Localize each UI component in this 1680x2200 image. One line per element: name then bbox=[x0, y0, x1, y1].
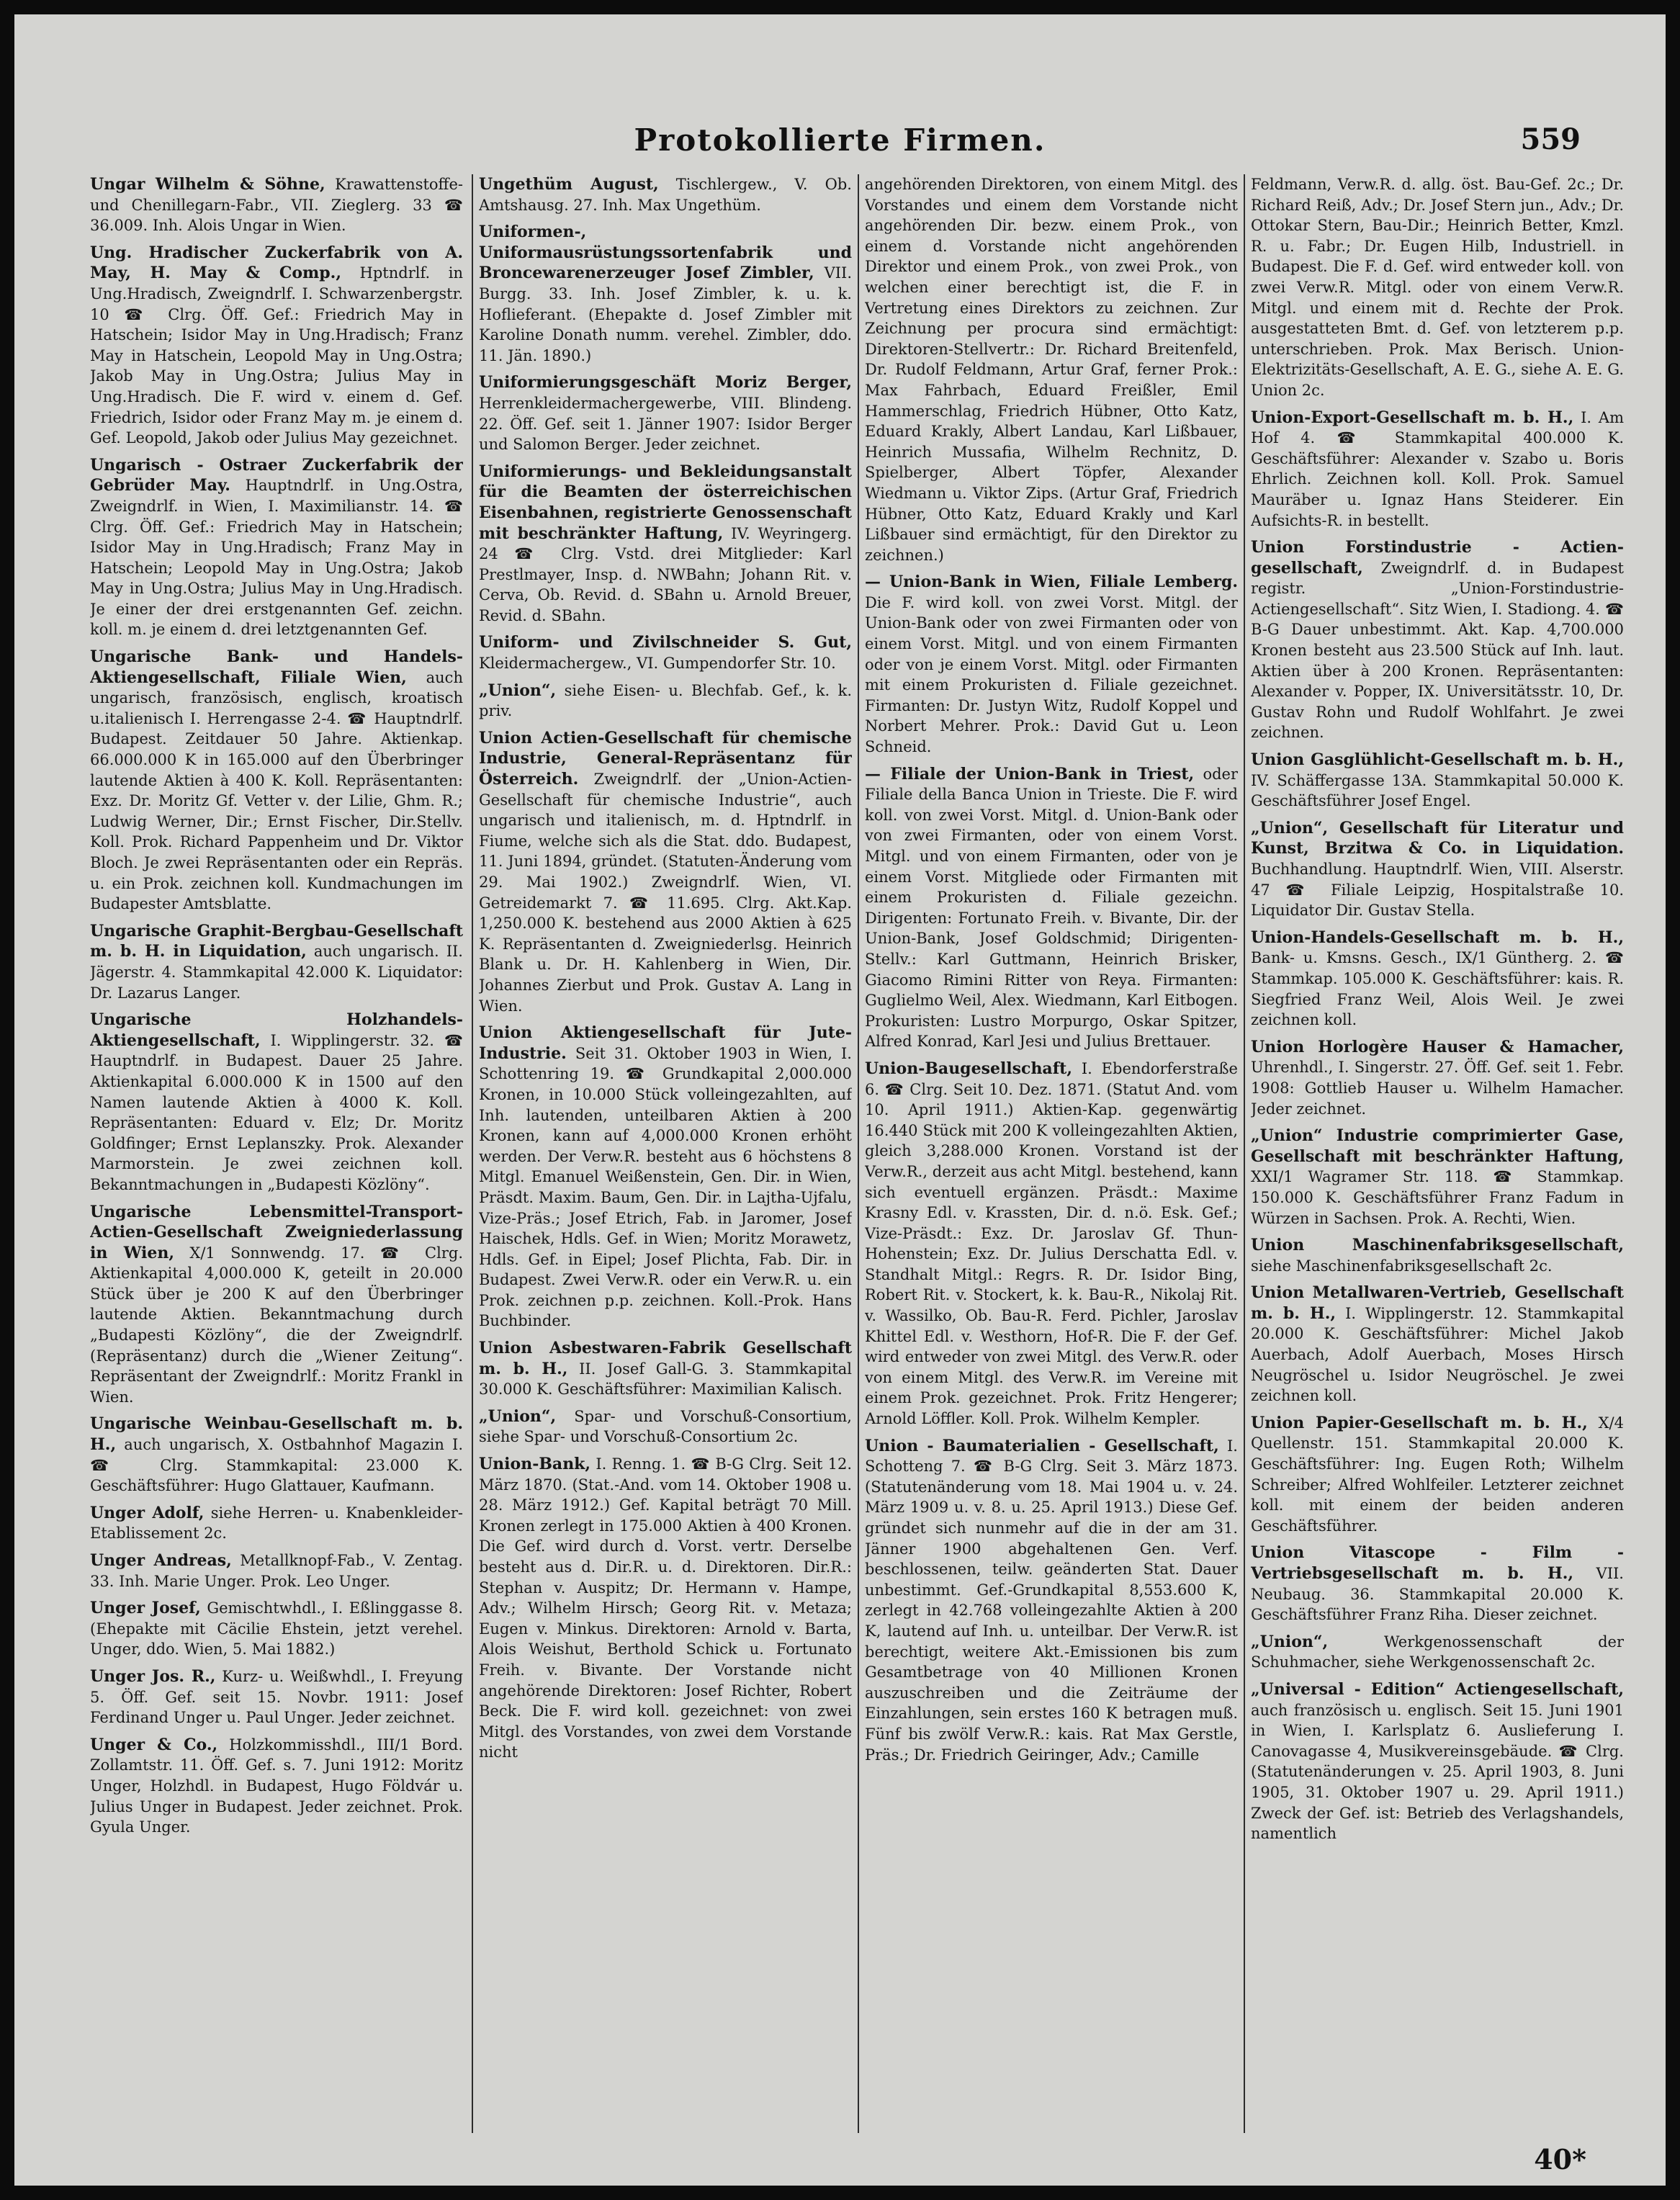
directory-entry bbox=[90, 1503, 463, 1544]
directory-entry bbox=[90, 1735, 463, 1838]
entry-text: VII. Burgg. 33. Inh. Josef Zimbler, k. u. k. Hoflieferant. (Ehepakte d. Josef Zimbler mit Karoline Donath numm. verehel. Zimbler, ddo. 11. Jän. 1890.) bbox=[479, 264, 852, 364]
directory-entry bbox=[90, 1666, 463, 1728]
directory-entry bbox=[865, 572, 1238, 757]
entry-text: I. Schotteng 7. ☎ B-G Clrg. Seit 3. März 1873. (Statutenänderung vom 18. Mai 1904 u. v. 24. März 1909 u. v. 8. u. 25. April 1913.) Diese Gef. gründet sich nunmehr auf die in der am 31. Jänner 1900 abgehaltenen Gen. Verf. beschlossenen, teilw. geänderten Stat. Dauer unbestimmt. Gef.-Grundkapital 8,553.600 K, zerlegt in 42.768 volleingezahlte Aktien à 200 K, lautend auf Inh. u. unteilbar. Der Verw.R. ist berechtigt, weitere Akt.-Emissionen bis zum Gesamtbetrage von 40 Millionen Kronen auszuschreiben und die Zeiträume der Einzahlungen, sein erstes 160 K betragen muß. Fünf bis zwölf Verw.R.: kais. Rat Max Gerstle, Präs.; Dr. Friedrich Geiringer, Adv.; Camille bbox=[865, 1437, 1238, 1764]
firm-name: „Union“, bbox=[1251, 1632, 1329, 1651]
directory-entry bbox=[1251, 818, 1624, 921]
directory-entry bbox=[1251, 1679, 1624, 1844]
firm-name: Unger & Co., bbox=[90, 1735, 218, 1754]
directory-entry bbox=[865, 174, 1238, 565]
entry-text: I. Am Hof 4. ☎ Stammkapital 400.000 K. Geschäftsführer: Alexander v. Szabo u. Boris Ehrlich. Zeichnen koll. Koll. Prok. Samuel Mauräber u. Ignaz Hans Steiderer. Ein Aufsichts-R. in bestellt. bbox=[1251, 408, 1624, 529]
firm-name: Uniformen-, Uniformausrüstungssortenfabrik und Broncewarenerzeuger Josef Zimbler, bbox=[479, 223, 852, 283]
directory-entry bbox=[1251, 1037, 1624, 1119]
firm-name: Union Asbestwaren-Fabrik Gesellschaft m. b. H., bbox=[479, 1339, 852, 1378]
entry-text: Buchhandlung. Hauptndrlf. Wien, VIII. Alserstr. 47 ☎ Filiale Leipzig, Hospitalstraße 10. Liquidator Dir. Gustav Stella. bbox=[1251, 861, 1624, 920]
signature-mark: 40* bbox=[1534, 2143, 1586, 2176]
entry-text: Seit 31. Oktober 1903 in Wien, I. Schottenring 19. ☎ Grundkapital 2,000.000 Kronen, in 10.000 Stück volleingezahlten, auf Inh. lautenden, unteilbaren Aktien à 200 Kronen, kann auf 4,000.000 Kronen erhöht werden. Der Verw.R. besteht aus 6 höchstens 8 Mitgl. Emanuel Weißenstein, Gen. Dir. in Wien, Präsdt. Maxim. Baum, Gen. Dir. in Lajtha-Ujfalu, Vize-Präs.; Josef Etrich, Fab. in Jaromer, Josef Haischek, Hdls. Gef. in Wien; Moritz Morawetz, Hdls. Gef. in Eipel; Josef Plichta, Fab. Dir. in Budapest. Zwei Verw.R. oder ein Verw.R. u. ein Prok. zeichnen p.p. zeichnen. Koll.-Prok. Hans Buchbinder. bbox=[479, 1044, 852, 1330]
firm-name: Union Metallwaren-Vertrieb, Gesellschaft m. b. H., bbox=[1251, 1283, 1624, 1323]
directory-entry bbox=[865, 1436, 1238, 1766]
firm-name: „Union“, bbox=[479, 681, 557, 700]
entry-text: oder Filiale della Banca Union in Trieste. Die F. wird koll. von zwei Vorst. Mitgl. d. Union-Bank oder von zwei Firmanten, oder von einem Vorst. Mitgl. und von einem Firmanten, oder von je einem Vorst. Mitgliede oder Firmanten mit einem Prokuristen d. Filiale gezeichn. Dirigenten: Fortunato Freih. v. Bivante, Dir. der Union-Bank, Josef Goldschmid; Dirigenten-Stellv.: Karl Guttmann, Heinrich Brisker, Giacomo Rimini Ritter von Reya. Firmanten: Guglielmo Weil, Alex. Wiedmann, Karl Eitbogen. Prokuristen: Lustro Morpurgo, Oskar Spitzer, Alfred Konrad, Karl Jesi und Julius Brettauer. bbox=[865, 765, 1238, 1051]
firm-name: Union Papier-Gesellschaft m. b. H., bbox=[1251, 1413, 1588, 1432]
entry-text: Hptndrlf. in Ung.Hradisch, Zweigndrlf. I. Schwarzenbergstr. 10 ☎ Clrg. Öff. Gef.: Friedrich May in Hatschein; Isidor May in Ung.Hradisch; Franz May in Hatschein, Leopold May in Ung.Ostra; Jakob May in Ung.Ostra; Julius May in Ung.Hradisch. Die F. wird v. einem d. Gef. Friedrich, Isidor oder Franz May m. je einem d. Gef. Leopold, Jakob oder Julius May gezeichnet. bbox=[90, 264, 463, 447]
entry-text: I. Wipplingerstr. 12. Stammkapital 20.000 K. Geschäftsführer: Michel Jakob Auerbach, Adolf Auerbach, Moses Hirsch Neugröschel u. Isidor Neugröschel. Je zwei zeichnen koll. bbox=[1251, 1304, 1624, 1405]
entry-text: siehe Herren- u. Knabenkleider-Etablissement 2c. bbox=[90, 1504, 463, 1543]
entry-text: VII. Neubaug. 36. Stammkapital 20.000 K. Geschäftsführer Franz Riha. Dieser zeichnet. bbox=[1251, 1565, 1624, 1624]
entry-text: Zweigndrlf. der „Union-Actien-Gesellschaft für chemische Industrie“, auch ungarisch und italienisch, m. d. Hptndrlf. in Fiume, welche sich als die Stat. ddo. Budapest, 11. Juni 1894, gründet. (Statuten-Änderung vom 29. Mai 1902.) Zweigndrlf. Wien, VI. Getreidemarkt 7. ☎ 11.695. Clrg. Akt.Kap. 1,250.000 K. bestehend aus 2000 Aktien à 625 K. Repräsentanten d. Zweigniederlsg. Heinrich Blank u. Dr. H. Kahlenberg in Wien, Dir. Johannes Zierbut und Prok. Gustav A. Lang in Wien. bbox=[479, 771, 852, 1015]
firm-name: Ungethüm August, bbox=[479, 175, 659, 194]
entry-text: X/1 Sonnwendg. 17. ☎ Clrg. Aktienkapital 4,000.000 K, geteilt in 20.000 Stück über je 200 K auf den Überbringer lautende Aktien. Bekanntmachung durch „Budapesti Közlöny“, die der Zweigndrlf. (Repräsentanz) durch die „Wiener Zeitung“. Repräsentant der Zweigndrlf.: Moritz Frankl in Wien. bbox=[90, 1244, 463, 1406]
entry-text: Tischlergew., V. Ob. Amtshausg. 27. Inh. Max Ungethüm. bbox=[479, 176, 852, 214]
directory-entry bbox=[1251, 1413, 1624, 1537]
running-title: Protokollierte Firmen. bbox=[634, 122, 1046, 158]
directory-entry bbox=[1251, 1283, 1624, 1406]
firm-name: Uniformierungs- und Bekleidungsanstalt für die Beamten der österreichischen Eisenbahnen, registrierte Genossenschaft mit beschränkter Haftung, bbox=[479, 462, 852, 543]
directory-entry bbox=[479, 372, 852, 454]
firm-name: Ung. Hradischer Zuckerfabrik von A. May, H. May & Comp., bbox=[90, 243, 463, 283]
directory-entry bbox=[1251, 1632, 1624, 1673]
firm-name: „Universal - Edition“ Actiengesellschaft, bbox=[1251, 1679, 1624, 1699]
firm-name: „Union“ Industrie comprimierter Gase, Gesellschaft mit beschränkter Haftung, bbox=[1251, 1126, 1624, 1166]
entry-text: Kleidermachergew., VI. Gumpendorfer Str. 10. bbox=[479, 655, 836, 673]
firm-name: Ungarisch - Ostraer Zuckerfabrik der Gebrüder May. bbox=[90, 455, 463, 495]
directory-entry bbox=[479, 632, 852, 673]
directory-entry bbox=[1251, 928, 1624, 1031]
directory-entry bbox=[90, 243, 463, 449]
entry-text: Spar- und Vorschuß-Consortium, siehe Spar- und Vorschuß-Consortium 2c. bbox=[479, 1407, 852, 1446]
directory-entry bbox=[479, 222, 852, 366]
entry-text: XXI/1 Wagramer Str. 118. ☎ Stammkap. 150.000 K. Geschäftsführer Franz Fadum in Würzen in Sachsen. Prok. A. Rechti, Wien. bbox=[1251, 1168, 1624, 1227]
directory-entry bbox=[479, 1338, 852, 1400]
firm-name: Unger Andreas, bbox=[90, 1551, 232, 1570]
firm-name: Unger Jos. R., bbox=[90, 1666, 216, 1686]
firm-name: „Union“, bbox=[479, 1406, 557, 1426]
directory-entry bbox=[1251, 408, 1624, 531]
directory-entry bbox=[865, 764, 1238, 1052]
entry-text: Die F. wird koll. von zwei Vorst. Mitgl. der Union-Bank oder von zwei Firmanten oder von einem Vorst. Mitgl. und von einem Firmanten oder von je einem Vorst. Mitgl. oder Firmanten mit einem Prokuristen d. Filiale gezeichnet. Firmanten: Dr. Justyn Witz, Rudolf Koppel und Norbert Mehrer. Prok.: David Gut u. Leon Schneid. bbox=[865, 593, 1238, 756]
firm-name: Uniform- und Zivilschneider S. Gut, bbox=[479, 633, 852, 652]
directory-entry bbox=[1251, 750, 1624, 812]
firm-name: „Union“, Gesellschaft für Literatur und Kunst, Brzitwa & Co. in Liquidation. bbox=[1251, 818, 1624, 858]
entry-text: Krawattenstoffe- und Chenillegarn-Fabr., VII. Zieglerg. 33 ☎ 36.009. Inh. Alois Ungar in Wien. bbox=[90, 176, 463, 235]
directory-entry bbox=[90, 1414, 463, 1496]
text-column-3 bbox=[865, 174, 1238, 2133]
firm-name: Union - Baumaterialien - Gesellschaft, bbox=[865, 1436, 1219, 1455]
directory-entry bbox=[1251, 1126, 1624, 1229]
directory-entry bbox=[479, 462, 852, 627]
firm-name: Ungarische Holzhandels-Aktiengesellschaft, bbox=[90, 1010, 463, 1050]
entry-text: Metallknopf-Fab., V. Zentag. 33. Inh. Marie Unger. Prok. Leo Unger. bbox=[90, 1552, 463, 1590]
directory-entry bbox=[479, 728, 852, 1016]
directory-entry bbox=[865, 1059, 1238, 1429]
entry-text: siehe Maschinenfabriksgesellschaft 2c. bbox=[1251, 1257, 1553, 1275]
firm-name: Union Maschinenfabriksgesellschaft, bbox=[1251, 1236, 1624, 1255]
column-divider bbox=[1244, 174, 1245, 2133]
firm-name: Union-Bank, bbox=[479, 1455, 591, 1474]
entry-text: II. Josef Gall-G. 3. Stammkapital 30.000 K. Geschäftsführer: Maximilian Kalisch. bbox=[479, 1360, 852, 1398]
entry-text: Kurz- u. Weißwhdl., I. Freyung 5. Öff. Gef. seit 15. Novbr. 1911: Josef Ferdinand Unger u. Paul Unger. Jeder zeichnet. bbox=[90, 1667, 463, 1727]
firm-name: Union-Handels-Gesellschaft m. b. H., bbox=[1251, 928, 1624, 947]
directory-entry bbox=[479, 681, 852, 722]
directory-entry bbox=[1251, 174, 1624, 401]
page-number: 559 bbox=[1520, 122, 1581, 156]
firm-name: Ungar Wilhelm & Söhne, bbox=[90, 175, 325, 194]
firm-name: Union Aktiengesellschaft für Jute-Industrie. bbox=[479, 1023, 852, 1063]
column-divider bbox=[858, 174, 859, 2133]
entry-text: Uhrenhdl., I. Singerstr. 27. Öff. Gef. seit 1. Febr. 1908: Gottlieb Hauser u. Wilhelm Hamacher. Jeder zeichnet. bbox=[1251, 1059, 1624, 1118]
firm-name: Union Gasglühlicht-Gesellschaft m. b. H., bbox=[1251, 750, 1624, 770]
entry-text: auch ungarisch. II. Jägerstr. 4. Stammkapital 42.000 K. Liquidator: Dr. Lazarus Langer. bbox=[90, 943, 463, 1002]
directory-entry bbox=[90, 921, 463, 1003]
text-column-2 bbox=[479, 174, 852, 2133]
entry-text: angehörenden Direktoren, von einem Mitgl. des Vorstandes und einem dem Vorstande nicht angehörenden Dir. bezw. einem Prok., von einem d. Vorstande nicht angehörenden Direktor und einem Prok., von zwei Prok., von welchen einer berechtigt ist, die F. in Vertretung eines Direktors zu zeichnen. Zur Zeichnung per procura sind ermächtigt: Direktoren-Stellvertr.: Dr. Richard Breitenfeld, Dr. Rudolf Feldmann, Artur Graf, ferner Prok.: Max Fahrbach, Eduard Freißler, Emil Hammerschlag, Friedrich Hübner, Otto Katz, Eduard Krakly, Albert Landau, Karl Lißbauer, Heinrich Mussafia, Wilhelm Rechnitz, D. Spielberger, Albert Töpfer, Alexander Wiedmann u. Viktor Zips. (Artur Graf, Friedrich Hübner, Otto Katz, Eduard Krakly und Karl Lißbauer sind ermächtigt, für den Direktor zu zeichnen.) bbox=[865, 176, 1238, 564]
directory-entry bbox=[90, 174, 463, 236]
firm-name: Unger Adolf, bbox=[90, 1503, 205, 1522]
entry-text: IV. Weyringerg. 24 ☎ Clrg. Vstd. drei Mitglieder: Karl Prestlmayer, Insp. d. NWBahn; Johann Rit. v. Cerva, Ob. Revid. d. SBahn u. Arnold Breuer, Revid. d. SBahn. bbox=[479, 524, 852, 624]
directory-entry bbox=[90, 455, 463, 640]
entry-text: siehe Eisen- u. Blechfab. Gef., k. k. priv. bbox=[479, 681, 852, 720]
text-column-1 bbox=[90, 174, 463, 2133]
entry-text: auch ungarisch, X. Ostbahnhof Magazin I. ☎ Clrg. Stammkapital: 23.000 K. Geschäftsführer: Hugo Glattauer, Kaufmann. bbox=[90, 1436, 463, 1495]
entry-text: Feldmann, Verw.R. d. allg. öst. Bau-Gef. 2c.; Dr. Richard Reiß, Adv.; Dr. Josef Stern jun., Adv.; Dr. Ottokar Stern, Bau-Dir.; Heinrich Better, Kmzl. R. u. Fabr.; Dr. Eugen Hilb, Industriell. in Budapest. Die F. d. Gef. wird entweder koll. von zwei Verw.R. Mitgl. oder von einem Verw.R. Mitgl. und einem mit d. Rechte der Prok. ausgestatteten Bmt. d. Gef. von letzterem p.p. unterschrieben. Prok. Max Berisch. Union-Elektrizitäts-Gesellschaft, A. E. G., siehe A. E. G. Union 2c. bbox=[1251, 176, 1624, 399]
directory-entry bbox=[90, 1202, 463, 1408]
firm-name: Ungarische Graphit-Bergbau-Gesellschaft m. b. H. in Liquidation, bbox=[90, 921, 463, 961]
directory-entry bbox=[479, 1454, 852, 1763]
directory-entry bbox=[90, 1550, 463, 1591]
firm-name: Union Actien-Gesellschaft für chemische Industrie, General-Repräsentanz für Österreich. bbox=[479, 728, 852, 789]
entry-text: auch ungarisch, französisch, englisch, kroatisch u.italienisch I. Herrengasse 2-4. ☎ Hauptndrlf. Budapest. Zeitdauer 50 Jahre. Aktienkap. 66.000.000 K in 165.000 auf den Überbringer lautende Aktien à 400 K. Koll. Repräsentanten: Exz. Dr. Moritz Gf. Vetter v. der Lilie, Ghm. R.; Ludwig Werner, Dir.; Ernst Fischer, Dir.Stellv. Koll. Prok. Richard Pappenheim und Dr. Viktor Bloch. Je zwei Repräsentanten oder ein Repräs. u. ein Prok. zeichnen koll. Kundmachungen im Budapester Amtsblatte. bbox=[90, 668, 463, 913]
firm-name: Unger Josef, bbox=[90, 1599, 201, 1618]
entry-text: Bank- u. Kmsns. Gesch., IX/1 Güntherg. 2. ☎ Stammkap. 105.000 K. Geschäftsführer: kais. R. Siegfried Franz Weil, Alois Weil. Je zwei zeichnen koll. bbox=[1251, 949, 1624, 1029]
entry-text: Holzkommisshdl., III/1 Bord. Zollamtstr. 11. Öff. Gef. s. 7. Juni 1912: Moritz Unger, Holzhdl. in Budapest, Hugo Földvár u. Julius Unger in Budapest. Jeder zeichnet. Prok. Gyula Unger. bbox=[90, 1736, 463, 1836]
firm-name: Union Horlogère Hauser & Hamacher, bbox=[1251, 1037, 1624, 1056]
directory-entry bbox=[479, 174, 852, 215]
firm-name: Union-Export-Gesellschaft m. b. H., bbox=[1251, 408, 1574, 427]
firm-name: Ungarische Weinbau-Gesellschaft m. b. H., bbox=[90, 1414, 463, 1455]
entry-text: auch französisch u. englisch. Seit 15. Juni 1901 in Wien, I. Karlsplatz 6. Auslieferung I. Canovagasse 4, Musikvereinsgebäude. ☎ Clrg. (Statutenänderungen v. 25. April 1903, 8. Juni 1905, 31. Oktober 1907 u. 29. April 1911.) Zweck der Gef. ist: Betrieb des Verlagshandels, namentlich bbox=[1251, 1701, 1624, 1843]
entry-text: Zweigndrlf. d. in Budapest registr. „Union-Forstindustrie-Actiengesellschaft“. Sitz Wien, I. Stadiong. 4. ☎ B-G Dauer unbestimmt. Akt. Kap. 4,700.000 Kronen besteht aus 23.500 Stück auf Inh. laut. Aktien über à 200 Kronen. Repräsentanten: Alexander v. Popper, IX. Universitätsstr. 10, Dr. Gustav Rohn und Rudolf Wohlfahrt. Je zwei zeichnen. bbox=[1251, 559, 1624, 742]
column-divider bbox=[472, 174, 473, 2133]
text-column-4 bbox=[1251, 174, 1624, 2133]
entry-text: Hauptndrlf. in Ung.Ostra, Zweigndrlf. in Wien, I. Maximilianstr. 14. ☎ Clrg. Öff. Gef.: Friedrich May in Hatschein; Isidor May in Ung.Hradisch; Franz May in Hatschein; Leopold May in Ung.Ostra; Jakob May in Ung.Ostra; Julius May in Ung.Hradisch. Je einer der drei erstgenannten Gef. zeichn. koll. m. je einem d. drei letztgenannten Gef. bbox=[90, 477, 463, 639]
directory-entry bbox=[1251, 1235, 1624, 1276]
entry-text: I. Ebendorferstraße 6. ☎ Clrg. Seit 10. Dez. 1871. (Statut And. vom 10. April 1911.) Aktien-Kap. gegenwärtig 16.440 Stück mit 200 K volleingezahlten Aktien, gleich 3,288.000 Kronen. Vorstand ist der Verw.R., derzeit aus acht Mitgl. bestehend, kann sich eventuell ergänzen. Präsdt.: Maxime Krasny Edl. v. Krassten, Dir. d. n.ö. Esk. Gef.; Vize-Präsdt.: Exz. Dr. Jaroslav Gf. Thun-Hohenstein; Exz. Dr. Julius Derschatta Edl. v. Standhalt Mitgl.: Regrs. R. Dr. Isidor Bing, Robert Rit. v. Stockert, k. k. Bau-R., Nikolaj Rit. v. Wassilko, Ob. Bau-R. Ferd. Pichler, Jaroslav Khittel Edl. v. Westhorn, Hof-R. Die F. der Gef. wird entweder von zwei Mitgl. des Verw.R. oder von einem Mitgl. des Verw.R. im Vereine mit einem Prok. gezeichnet. Prok. Fritz Hengerer; Arnold Löffler. Koll. Prok. Wilhelm Kempler. bbox=[865, 1059, 1238, 1428]
firm-name: — Filiale der Union-Bank in Triest, bbox=[865, 764, 1195, 784]
directory-entry bbox=[90, 647, 463, 915]
firm-name: Union Vitascope - Film - Vertriebsgesellschaft m. b. H., bbox=[1251, 1543, 1624, 1583]
entry-text: I. Wipplingerstr. 32. ☎ Hauptndrlf. in Budapest. Dauer 25 Jahre. Aktienkapital 6.000.000 K in 1500 auf den Namen lautende Aktien à 4000 K. Koll. Repräsentanten: Eduard v. Elz; Dr. Moritz Goldfinger; Ernst Leplanszky. Prok. Alexander Marmorstein. Je zwei zeichnen koll. Bekanntmachungen in „Budapesti Közlöny“. bbox=[90, 1031, 463, 1193]
entry-text: Gemischtwhdl., I. Eßlinggasse 8. (Ehepakte mit Cäcilie Ehstein, jetzt verehel. Unger, ddo. Wien, 5. Mai 1882.) bbox=[90, 1599, 463, 1658]
entry-text: Werkgenossenschaft der Schuhmacher, siehe Werkgenossenschaft 2c. bbox=[1251, 1633, 1624, 1671]
directory-entry bbox=[1251, 1543, 1624, 1625]
directory-entry bbox=[90, 1010, 463, 1195]
firm-name: Uniformierungsgeschäft Moriz Berger, bbox=[479, 373, 852, 392]
firm-name: Union-Baugesellschaft, bbox=[865, 1059, 1072, 1078]
directory-entry bbox=[90, 1598, 463, 1660]
directory-entry bbox=[479, 1023, 852, 1332]
entry-text: I. Renng. 1. ☎ B-G Clrg. Seit 12. März 1870. (Stat.-And. vom 14. Oktober 1908 u. 28. März 1912.) Gef. Kapital beträgt 70 Mill. Kronen zerlegt in 175.000 Aktien à 400 Kronen. Die Gef. wird durch d. Vorst. vertr. Derselbe besteht aus d. Dir.R. u. d. Direktoren. Dir.R.: Stephan v. Auspitz; Dr. Hermann v. Hampe, Adv.; Wilhelm Hirsch; Georg Rit. v. Metaza; Eugen v. Minkus. Direktoren: Arnold v. Barta, Alois Weishut, Berthold Schick u. Fortunato Freih. v. Bivante. Der Vorstande nicht angehörende Direktoren: Josef Richter, Robert Beck. Die F. wird koll. gezeichnet: von zwei Mitgl. des Vorstandes, von zwei dem Vorstande nicht bbox=[479, 1455, 852, 1761]
entry-text: X/4 Quellenstr. 151. Stammkapital 20.000 K. Geschäftsführer: Ing. Eugen Roth; Wilhelm Schreiber; Alfred Wohlfeiler. Letzterer zeichnet koll. mit einem der beiden anderen Geschäftsführer. bbox=[1251, 1414, 1624, 1535]
entry-text: IV. Schäffergasse 13A. Stammkapital 50.000 K. Geschäftsführer Josef Engel. bbox=[1251, 771, 1624, 810]
entry-text: Herrenkleidermachergewerbe, VIII. Blindeng. 22. Öff. Gef. seit 1. Jänner 1907: Isidor Berger und Salomon Berger. Jeder zeichnet. bbox=[479, 394, 852, 454]
directory-entry bbox=[479, 1406, 852, 1447]
firm-name: Ungarische Lebensmittel-Transport-Actien-Gesellschaft Zweigniederlassung in Wien, bbox=[90, 1202, 463, 1262]
scanned-page bbox=[14, 14, 1666, 2186]
firm-name: — Union-Bank in Wien, Filiale Lemberg. bbox=[865, 573, 1238, 592]
directory-entry bbox=[1251, 537, 1624, 743]
firm-name: Union Forstindustrie - Actien-gesellschaft, bbox=[1251, 538, 1624, 578]
firm-name: Ungarische Bank- und Handels-Aktiengesellschaft, Filiale Wien, bbox=[90, 647, 463, 687]
